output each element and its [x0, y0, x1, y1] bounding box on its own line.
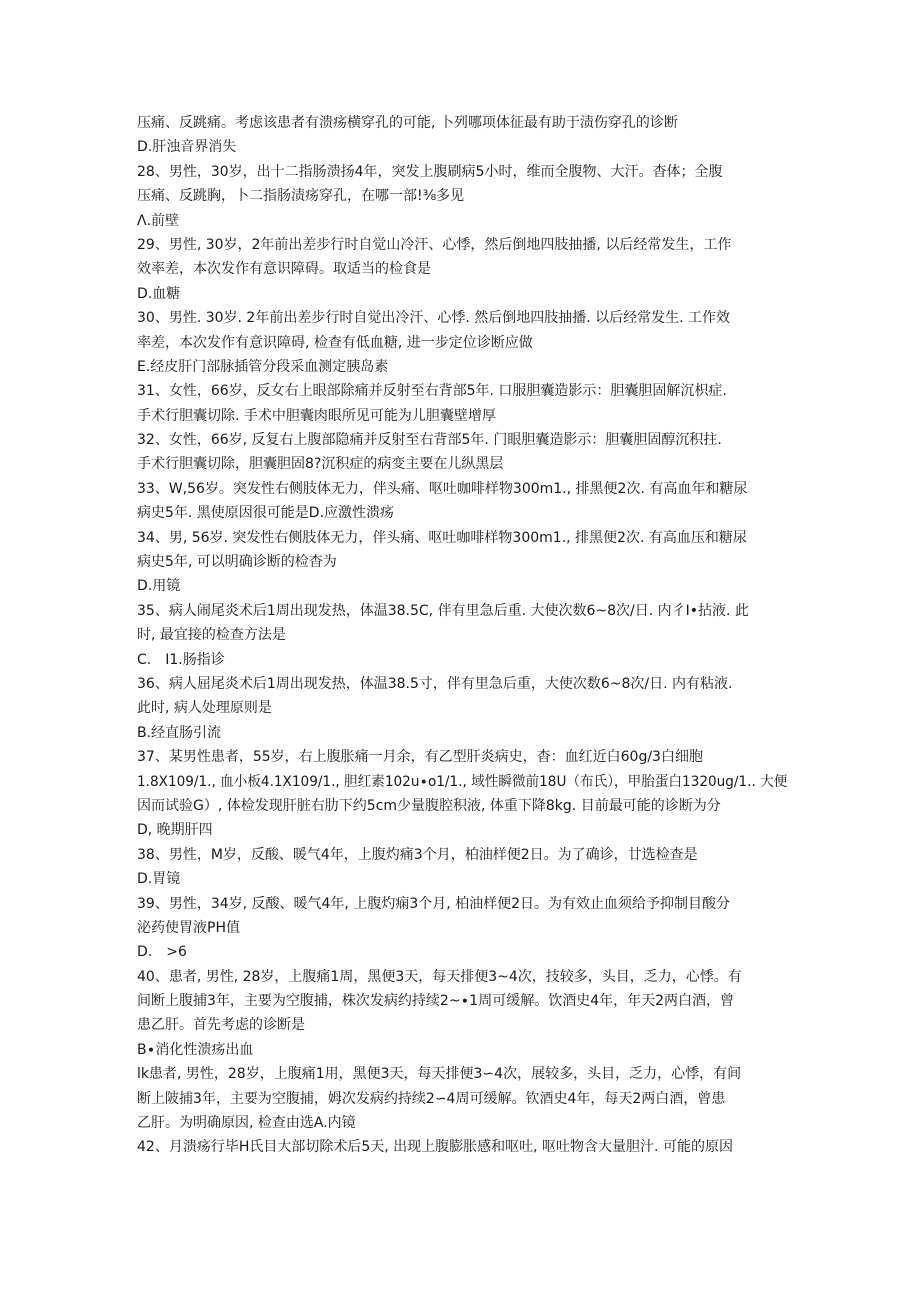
text-line: 间断上腹捕3年，主要为空腹捕，株次发病约持续2~∙1周可缓解。饮酒史4年，年天2两白酒，曾 [137, 993, 735, 1010]
question-33: 33、W,56岁。突发性右侧肢体无力，伴头痛、呕吐咖啡样物300m1., 排黑便2次. 有高血年和糖尿 [137, 480, 748, 497]
question-32: 32、女性，66岁, 反复右上腹部隐痛并反射至右背部5年. 门眼胆囊造影示：胆囊胆固醇沉积拄. [137, 432, 722, 449]
answer-line: D. >6 [137, 944, 187, 961]
question-28: 28、男性，30岁，出十二指肠溃扬4年，突发上腹刷病5小时，维而全腹物、大汗。杳体；全腹 [137, 163, 723, 180]
answer-line: D.肝浊音界消失 [137, 139, 237, 156]
text-line: 手术行胆囊切除. 手术中胆囊肉眼所见可能为儿胆囊壁增厚 [137, 407, 496, 424]
text-line: 因而试验G）, 体检发现肝脏右肋下约5cm少量腹腔积液, 体重下降8kg. 目前最可能的诊断为分 [137, 797, 721, 814]
answer-line: D.血糖 [137, 285, 181, 302]
question-40: 40、患者, 男性, 28岁，上腹痛1周，黑便3天，每天排便3~4次，技较多，头目，乏力，心悸。有 [137, 968, 742, 985]
text-line: 病史5年, 可以明确诊断的检杳为 [137, 554, 337, 571]
question-31: 31、女性，66岁，反女右上眼部除痛并反射至右背部5年. 口服胆囊造影示：胆囊胆固解沉枳症. [137, 383, 727, 400]
answer-line: B∙消化性溃疡出血 [137, 1041, 254, 1058]
text-line: 泌药使胃液PH值 [137, 919, 240, 936]
text-line: 率差，本次发作有意识障碍, 检查有低血糖, 进一步定位诊断应做 [137, 334, 533, 351]
answer-line: D.胃镜 [137, 871, 181, 888]
text-line: 效率差，本次发作有意识障碍。取适当的检食是 [137, 261, 431, 278]
text-line: 时, 最宜接的检查方法是 [137, 627, 286, 644]
question-37: 37、某男性患者，55岁，右上腹胀痛一月余，有乙型肝炎病史，杳：血红近白60g∕3白细胞 [137, 749, 703, 766]
question-34: 34、男, 56岁. 突发性右侧肢体无力，伴头痛、呕吐咖啡样物300m1., 排黑便2次. 有高血压和糖尿 [137, 529, 747, 546]
text-line: 压痛、反跳痛。考虑该患者有溃疡横穿孔的可能, 卜列哪项体征最有助于渍伤穿孔的诊断 [137, 115, 678, 131]
answer-line: C. I1.肠指诊 [137, 651, 225, 668]
question-38: 38、男性，M岁，反酸、暖气4年，上腹灼痛3个月，柏油样便2日。为了确诊，廿选检查是 [137, 846, 698, 863]
text-line: 此时, 病人处理原则是 [137, 700, 272, 717]
answer-line: D, 晚期肝四 [137, 822, 213, 839]
text-line: 病史5年. 黑使原因很可能是D.应激性溃疡 [137, 505, 395, 522]
question-36: 36、病人屈尾炎术后1周出现发热，体温38.5寸，伴有里急后重，大使次数6~8次/日. 内有粘液. [137, 675, 733, 692]
question-35: 35、病人闹尾炎术后1周出现发热，体温38.5C, 伴有里急后重. 大使次数6~8次/日. 内彳I•拈液. 此 [137, 602, 749, 619]
answer-line: D.用镜 [137, 578, 181, 595]
question-41: lk患者, 男性，28岁，上腹痛1用，黑便3天，每天排便3∽4次，展较多，头目，乏力，心悸，有间 [137, 1066, 742, 1083]
text-line: 患乙肝。首先考虑的诊断是 [137, 1017, 305, 1034]
text-line: 1.8X109/1., 血小板4.1X109/1., 胆红素102u∙o1/1., 域性瞬微前18U（布氏），甲胎蛋白1320ug∕1.. 大便 [137, 773, 788, 790]
text-line: 乙肝。为明确原因, 检查由选A.内镜 [137, 1115, 356, 1132]
document-body [137, 111, 787, 1160]
question-42: 42、月溃疡行毕H氏目大部切除术后5天, 出现上腹膨胀感和呕吐, 呕吐物含大量胆汁. 可能的原因 [137, 1139, 733, 1156]
text-line: 断上陂捕3年，主要为空腹捕，姆次发病约持续2∽4周可缓解。钦酒史4年，每天2两白酒，曾患 [137, 1090, 726, 1107]
answer-line: E.经皮肝门部脉插管分段采血测定胰岛素 [137, 358, 389, 375]
question-29: 29、男性, 30岁，2年前出差步行时自觉山冷汗、心悸，然后倒地四肢抽播, 以后经常发生，工作 [137, 236, 732, 253]
answer-line: B.经直肠引流 [137, 724, 222, 741]
question-39: 39、男性，34岁, 反酸、暖气4年, 上腹灼痫3个月, 柏油样便2日。为有效止血须给予抑制目酸分 [137, 895, 731, 912]
text-line: 手术行胆囊切除，胆囊胆固8?沉积症的病变主要在儿纵黑层 [137, 456, 504, 473]
text-line: 压痛、反跳胸，卜二指肠渍疡穿孔，在哪一部!⅜多见 [137, 188, 465, 205]
question-30: 30、男性. 30岁. 2年前出差步行时自觉出冷汗、心悸. 然后倒地四肢抽播. 以后经常发生. 工作效 [137, 310, 731, 327]
answer-line: Λ.前壁 [137, 212, 180, 229]
